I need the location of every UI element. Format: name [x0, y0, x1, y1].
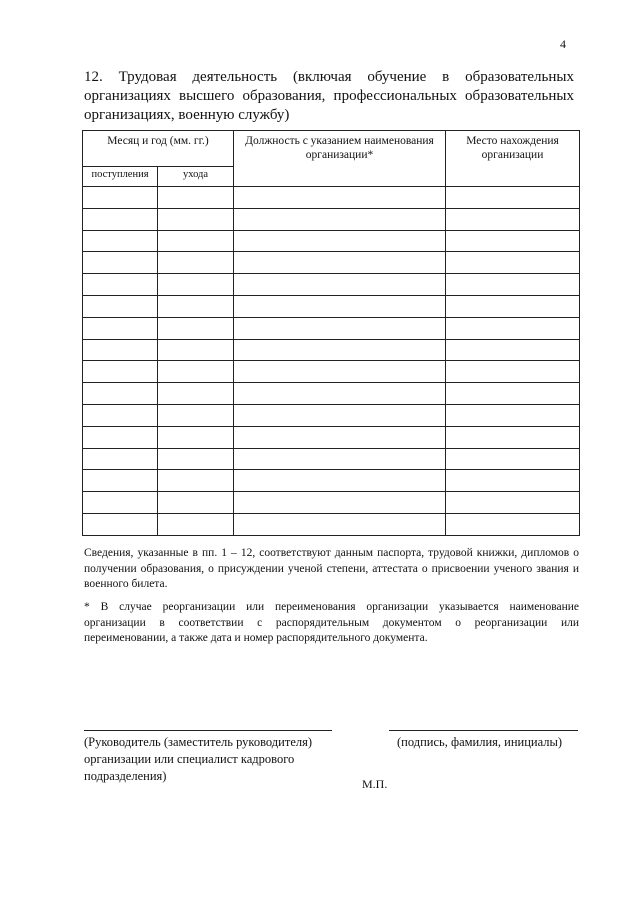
position-cell[interactable] [234, 361, 446, 383]
facts-confirmation-note: Сведения, указанные в пп. 1 – 12, соответствуют данным паспорта, трудовой книжки, дипломов о получении образования, о присуждении ученой степени, аттестата о присвоении ученого звания и военного билета. [84, 547, 579, 590]
start-date-cell[interactable] [83, 404, 158, 426]
end-date-cell[interactable] [158, 448, 234, 470]
signature-caption: (подпись, фамилия, инициалы) [397, 735, 563, 749]
end-date-cell[interactable] [158, 339, 234, 361]
table-row [83, 230, 580, 252]
start-date-cell[interactable] [83, 492, 158, 514]
position-cell[interactable] [234, 208, 446, 230]
signature-line[interactable] [389, 730, 578, 731]
position-cell[interactable] [234, 470, 446, 492]
location-cell[interactable] [446, 470, 580, 492]
position-cell[interactable] [234, 513, 446, 535]
location-cell[interactable] [446, 230, 580, 252]
end-date-cell[interactable] [158, 252, 234, 274]
position-cell[interactable] [234, 187, 446, 209]
table-row [83, 317, 580, 339]
start-date-cell[interactable] [83, 426, 158, 448]
stamp-label: М.П. [362, 777, 388, 791]
start-date-cell[interactable] [83, 274, 158, 296]
start-date-cell[interactable] [83, 187, 158, 209]
end-date-cell[interactable] [158, 274, 234, 296]
end-date-cell[interactable] [158, 426, 234, 448]
location-cell[interactable] [446, 513, 580, 535]
table-row [83, 383, 580, 405]
end-date-cell[interactable] [158, 404, 234, 426]
position-cell[interactable] [234, 230, 446, 252]
end-date-cell[interactable] [158, 470, 234, 492]
start-date-cell[interactable] [83, 252, 158, 274]
start-date-cell[interactable] [83, 317, 158, 339]
end-date-cell[interactable] [158, 317, 234, 339]
end-date-cell[interactable] [158, 208, 234, 230]
end-date-cell[interactable] [158, 187, 234, 209]
column-header-position: Должность с указанием наименования организации* [234, 131, 446, 187]
start-date-cell[interactable] [83, 513, 158, 535]
table-row [83, 187, 580, 209]
location-cell[interactable] [446, 426, 580, 448]
section-heading: 12. Трудовая деятельность (включая обучение в образовательных организациях высшего образования, профессиональных образовательных организациях, военную службу) [84, 69, 574, 123]
position-cell[interactable] [234, 426, 446, 448]
table-row [83, 448, 580, 470]
location-cell[interactable] [446, 492, 580, 514]
table-row [83, 426, 580, 448]
table-row [83, 208, 580, 230]
work-history-rows [83, 187, 580, 536]
manager-caption: (Руководитель (заместитель руководителя) организации или специалист кадрового подразделения) [84, 735, 313, 783]
position-cell[interactable] [234, 274, 446, 296]
location-cell[interactable] [446, 361, 580, 383]
start-date-cell[interactable] [83, 339, 158, 361]
footnote: * В случае реорганизации или переименования организации указывается наименование организации в соответствии с распорядительным документом о реорганизации или переименовании, а также дата и номер распорядительного документа. [84, 601, 579, 644]
column-header-month-year: Месяц и год (мм. гг.) [83, 131, 234, 167]
position-cell[interactable] [234, 383, 446, 405]
start-date-cell[interactable] [83, 470, 158, 492]
table-row [83, 339, 580, 361]
start-date-cell[interactable] [83, 208, 158, 230]
table-row [83, 513, 580, 535]
column-header-start: поступления [83, 167, 158, 187]
location-cell[interactable] [446, 252, 580, 274]
position-cell[interactable] [234, 492, 446, 514]
column-header-location: Место нахождения организации [446, 131, 580, 187]
table-row [83, 274, 580, 296]
start-date-cell[interactable] [83, 361, 158, 383]
table-row [83, 295, 580, 317]
location-cell[interactable] [446, 404, 580, 426]
position-cell[interactable] [234, 295, 446, 317]
position-cell[interactable] [234, 404, 446, 426]
position-cell[interactable] [234, 317, 446, 339]
page-number: 4 [560, 37, 566, 51]
location-cell[interactable] [446, 208, 580, 230]
start-date-cell[interactable] [83, 448, 158, 470]
end-date-cell[interactable] [158, 295, 234, 317]
start-date-cell[interactable] [83, 230, 158, 252]
column-header-end: ухода [158, 167, 234, 187]
end-date-cell[interactable] [158, 230, 234, 252]
table-row [83, 252, 580, 274]
end-date-cell[interactable] [158, 492, 234, 514]
position-cell[interactable] [234, 252, 446, 274]
location-cell[interactable] [446, 339, 580, 361]
end-date-cell[interactable] [158, 361, 234, 383]
location-cell[interactable] [446, 295, 580, 317]
start-date-cell[interactable] [83, 295, 158, 317]
table-row [83, 404, 580, 426]
location-cell[interactable] [446, 317, 580, 339]
position-cell[interactable] [234, 339, 446, 361]
table-row [83, 470, 580, 492]
manager-signature-line[interactable] [84, 730, 332, 731]
table-row [83, 492, 580, 514]
position-cell[interactable] [234, 448, 446, 470]
end-date-cell[interactable] [158, 383, 234, 405]
work-history-table [82, 130, 580, 536]
start-date-cell[interactable] [83, 383, 158, 405]
location-cell[interactable] [446, 448, 580, 470]
location-cell[interactable] [446, 274, 580, 296]
location-cell[interactable] [446, 187, 580, 209]
location-cell[interactable] [446, 383, 580, 405]
table-row [83, 361, 580, 383]
end-date-cell[interactable] [158, 513, 234, 535]
